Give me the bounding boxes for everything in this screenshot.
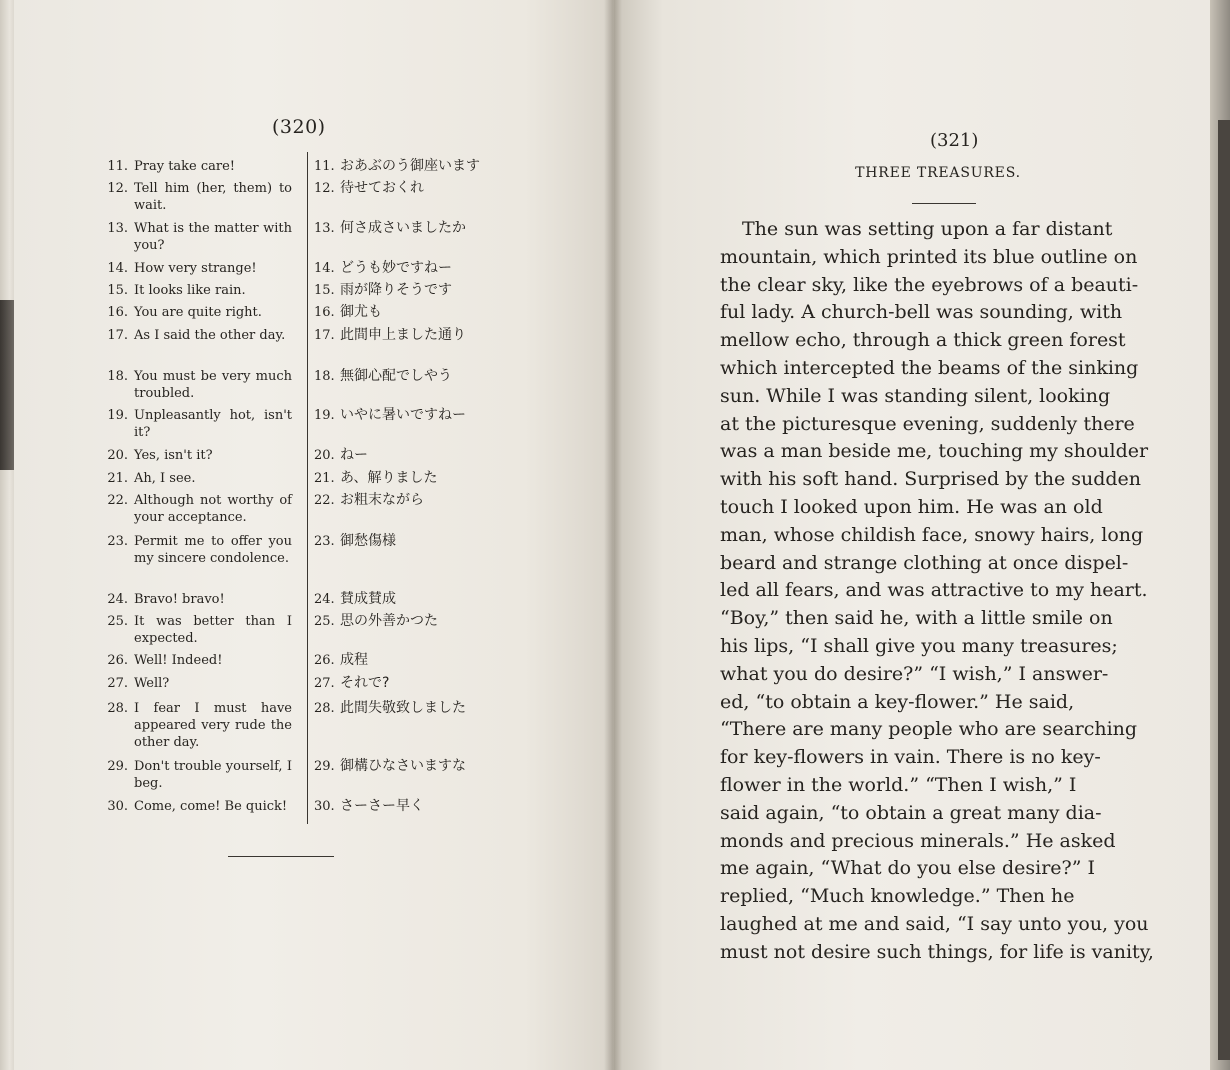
story-line: at the picturesque evening, suddenly there [720, 412, 1135, 435]
title-rule [912, 203, 976, 204]
story-line: touch I looked upon him. He was an old [720, 495, 1103, 518]
japanese-number: 16. [314, 305, 335, 320]
story-line: ful lady. A church-bell was sounding, with [720, 301, 1123, 324]
japanese-phrase: 御構ひなさいますな [340, 758, 466, 774]
japanese-number: 14. [314, 261, 335, 276]
japanese-phrase: 思の外善かつた [340, 613, 438, 629]
story-line: what you do desire?” “I wish,” I answer- [720, 662, 1109, 685]
japanese-number: 12. [314, 181, 335, 196]
english-number: 24. [107, 592, 128, 607]
english-phrase: As I said the other day. [134, 328, 286, 343]
japanese-number: 15. [314, 283, 335, 298]
story-line: was a man beside me, touching my shoulder [720, 440, 1149, 463]
story-line: man, whose childish face, snowy hairs, long [720, 523, 1144, 546]
japanese-number: 28. [314, 701, 335, 716]
story-line: his lips, “I shall give you many treasures; [720, 634, 1118, 657]
english-phrase: You are quite right. [134, 305, 262, 320]
english-number: 25. [107, 614, 128, 629]
japanese-phrase: どうも妙ですねー [340, 260, 452, 276]
japanese-phrase: 待せておくれ [340, 180, 424, 196]
english-number: 13. [107, 221, 128, 236]
english-phrase: Yes, isn't it? [134, 448, 213, 463]
story-text [720, 216, 1160, 967]
japanese-number: 13. [314, 221, 335, 236]
japanese-phrase: それで? [340, 675, 390, 691]
english-number: 21. [107, 471, 128, 486]
japanese-number: 19. [314, 408, 335, 423]
english-phrase: Don't trouble yourself, I beg. [134, 759, 292, 791]
english-phrase: Come, come! Be quick! [134, 799, 288, 814]
english-number: 15. [107, 283, 128, 298]
japanese-phrase: 雨が降りそうです [340, 282, 452, 298]
story-line: beard and strange clothing at once dispel- [720, 551, 1129, 574]
story-line: me again, “What do you else desire?” I [720, 857, 1095, 880]
english-number: 12. [107, 181, 128, 196]
story-line: mellow echo, through a thick green forest [720, 329, 1126, 352]
story-line: flower in the world.” “Then I wish,” I [720, 773, 1077, 796]
japanese-number: 27. [314, 676, 335, 691]
japanese-phrase: 賛成賛成 [340, 591, 396, 607]
japanese-number: 24. [314, 592, 335, 607]
japanese-phrase: お粗末ながら [340, 492, 424, 508]
english-number: 17. [107, 328, 128, 343]
story-line: laughed at me and said, “I say unto you, you [720, 912, 1149, 935]
english-number: 14. [107, 261, 128, 276]
japanese-number: 25. [314, 614, 335, 629]
japanese-number: 26. [314, 653, 335, 668]
english-number: 26. [107, 653, 128, 668]
japanese-phrase: 此間失敬致しました [340, 700, 466, 716]
japanese-phrase: 何さ成さいましたか [340, 220, 466, 236]
column-divider [307, 152, 308, 824]
story-line: “Boy,” then said he, with a little smile on [720, 607, 1113, 630]
japanese-number: 21. [314, 471, 335, 486]
english-phrase: Tell him (her, them) to wait. [134, 181, 292, 213]
japanese-phrase: おあぶのう御座います [340, 158, 480, 174]
japanese-phrase: あ、解りました [340, 470, 438, 486]
story-line: with his soft hand. Surprised by the sudden [720, 468, 1142, 491]
story-line: replied, “Much knowledge.” Then he [720, 885, 1075, 908]
english-number: 28. [107, 701, 128, 716]
english-number: 29. [107, 759, 128, 774]
english-phrase: Although not worthy of your acceptance. [134, 493, 292, 525]
japanese-phrase: ねー [340, 447, 368, 463]
story-line: led all fears, and was attractive to my heart. [720, 579, 1148, 602]
english-number: 22. [107, 493, 128, 508]
english-number: 30. [107, 799, 128, 814]
english-phrase: I fear I must have appeared very rude the other day. [134, 701, 292, 750]
english-phrase: You must be very much troubled. [134, 369, 292, 401]
story-line: “There are many people who are searching [720, 718, 1138, 741]
english-phrase: Well? [134, 676, 170, 691]
english-number: 23. [107, 534, 128, 549]
page-number-321: (321) [930, 130, 979, 151]
story-line: monds and precious minerals.” He asked [720, 829, 1116, 852]
english-phrase: Permit me to offer you my sincere condolence. [134, 534, 292, 566]
story-line: mountain, which printed its blue outline on [720, 245, 1138, 268]
english-phrase: Unpleasantly hot, isn't it? [134, 408, 292, 440]
book-edge-shadow [0, 300, 14, 470]
english-number: 16. [107, 305, 128, 320]
book-gutter [604, 0, 622, 1070]
english-phrase: Ah, I see. [134, 471, 196, 486]
english-number: 11. [107, 159, 128, 174]
japanese-number: 18. [314, 369, 335, 384]
story-line: The sun was setting upon a far distant [742, 218, 1113, 240]
right-page [614, 0, 1230, 1070]
japanese-phrase: 御尤も [340, 304, 382, 320]
japanese-number: 29. [314, 759, 335, 774]
english-phrase: It looks like rain. [134, 283, 246, 298]
english-number: 20. [107, 448, 128, 463]
page-edge-shadow [1218, 120, 1230, 1060]
english-number: 18. [107, 369, 128, 384]
english-phrase: Pray take care! [134, 159, 236, 174]
japanese-phrase: 無御心配でしやう [340, 368, 452, 384]
story-line: must not desire such things, for life is vanity, [720, 940, 1154, 963]
english-phrase: Well! Indeed! [134, 653, 223, 668]
japanese-number: 20. [314, 448, 335, 463]
english-phrase: Bravo! bravo! [134, 592, 225, 607]
japanese-phrase: さーさー早く [340, 798, 424, 814]
english-number: 27. [107, 676, 128, 691]
chapter-title: THREE TREASURES. [855, 165, 1021, 181]
japanese-phrase: 此間申上ました通り [340, 327, 466, 343]
english-phrase: What is the matter with you? [134, 221, 292, 253]
japanese-number: 30. [314, 799, 335, 814]
japanese-phrase: 御愁傷様 [340, 533, 396, 549]
story-line: for key-flowers in vain. There is no key- [720, 746, 1101, 769]
japanese-number: 11. [314, 159, 335, 174]
left-page [14, 0, 614, 1070]
japanese-number: 23. [314, 534, 335, 549]
english-phrase: It was better than I expected. [134, 614, 292, 646]
page-number-320: (320) [272, 116, 326, 138]
english-phrase: How very strange! [134, 261, 257, 276]
english-number: 19. [107, 408, 128, 423]
end-rule [228, 856, 334, 857]
japanese-phrase: いやに暑いですねー [340, 407, 466, 423]
story-line: sun. While I was standing silent, looking [720, 384, 1111, 407]
japanese-number: 22. [314, 493, 335, 508]
story-line: which intercepted the beams of the sinking [720, 356, 1139, 379]
story-line: ed, “to obtain a key-flower.” He said, [720, 690, 1075, 713]
story-line: the clear sky, like the eyebrows of a beauti- [720, 273, 1139, 296]
story-line: said again, “to obtain a great many dia- [720, 801, 1102, 824]
japanese-phrase: 成程 [340, 652, 368, 668]
japanese-number: 17. [314, 328, 335, 343]
